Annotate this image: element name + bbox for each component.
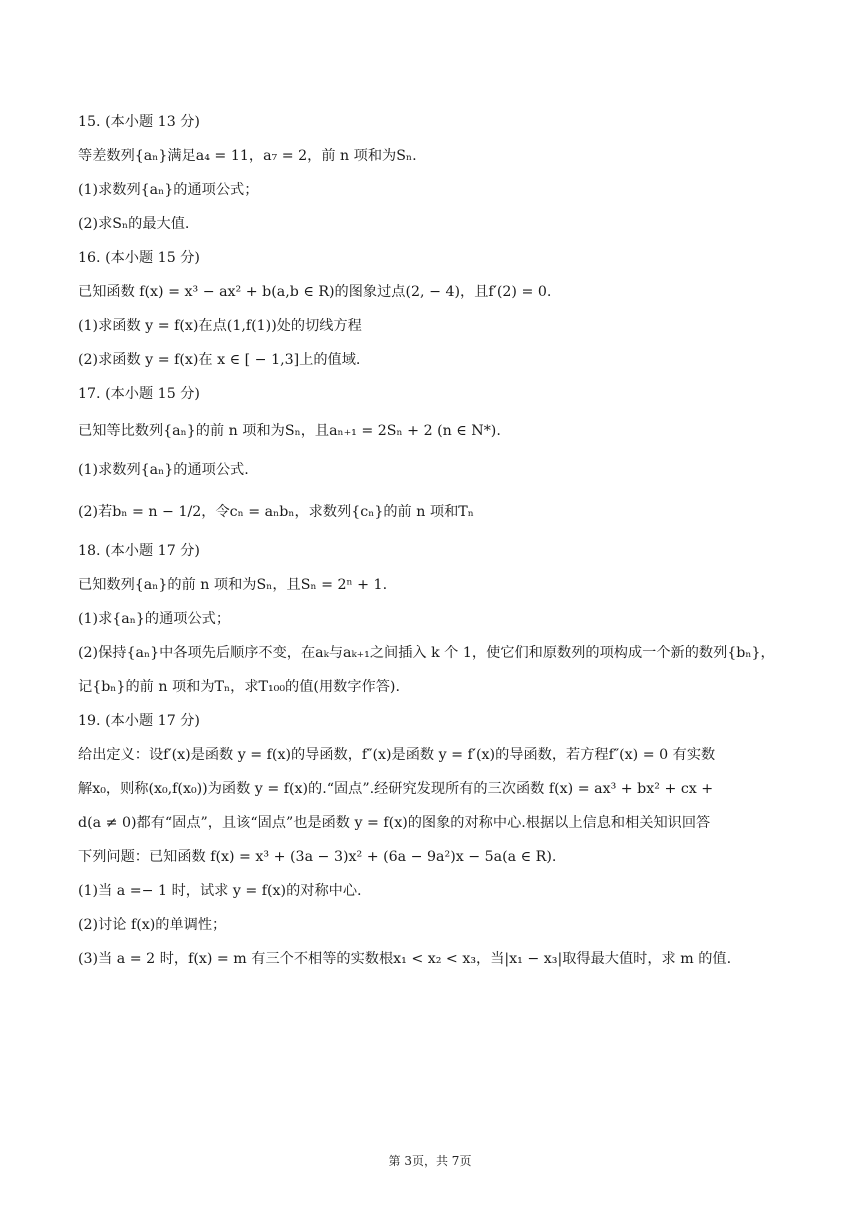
q18-part2: (2)保持{aₙ}中各项先后顺序不变，在aₖ与aₖ₊₁之间插入 k 个 1，使它们和原数列的项构成一个新的数列{bₙ}， [78,645,775,661]
q16-stem: 已知函数 f(x) = x³ − ax² + b(a,b ∈ R)的图象过点(2, − 4)，且f′(2) = 0. [78,284,552,300]
q19-stem-line4: 下列问题：已知函数 f(x) = x³ + (3a − 3)x² + (6a − 9a²)x − 5a(a ∈ R). [78,849,557,865]
q19-stem-line3: d(a ≠ 0)都有“固点”，且该“固点”也是函数 y = f(x)的图象的对称中心.根据以上信息和相关知识回答 [78,815,711,831]
q16-part2: (2)求函数 y = f(x)在 x ∈ [ − 1,3]上的值域. [78,352,361,368]
q15-part1: (1)求数列{aₙ}的通项公式； [78,182,259,198]
q19-part2: (2)讨论 f(x)的单调性； [78,917,227,933]
q19-part3: (3)当 a = 2 时，f(x) = m 有三个不相等的实数根x₁ < x₂ < x₃，当|x₁ − x₃|取得最大值时，求 m 的值. [78,951,732,967]
page-footer: 第 3页，共 7页 [388,1154,472,1168]
q17-stem: 已知等比数列{aₙ}的前 n 项和为Sₙ，且aₙ₊₁ = 2Sₙ + 2 (n ∈ N*). [78,423,501,439]
q19-heading: 19. (本小题 17 分) [78,713,200,729]
q17-part1: (1)求数列{aₙ}的通项公式. [78,462,249,478]
q18-stem: 已知数列{aₙ}的前 n 项和为Sₙ，且Sₙ = 2ⁿ + 1. [78,577,388,593]
q15-part2: (2)求Sₙ的最大值. [78,216,190,232]
q18-part1: (1)求{aₙ}的通项公式； [78,611,231,627]
q19-stem-line1: 给出定义：设f′(x)是函数 y = f(x)的导函数，f″(x)是函数 y = f′(x)的导函数，若方程f″(x) = 0 有实数 [78,747,716,763]
q16-heading: 16. (本小题 15 分) [78,250,200,266]
q17-part2: (2)若bₙ = n − 1/2，令cₙ = aₙbₙ，求数列{cₙ}的前 n 项和Tₙ [78,504,474,520]
q19-stem-line2: 解x₀，则称(x₀,f(x₀))为函数 y = f(x)的.“固点”.经研究发现所有的三次函数 f(x) = ax³ + bx² + cx + [78,781,714,797]
q16-part1: (1)求函数 y = f(x)在点(1,f(1))处的切线方程 [78,318,362,334]
q15-heading: 15. (本小题 13 分) [78,114,200,130]
q17-heading: 17. (本小题 15 分) [78,386,200,402]
q18-part2-cont: 记{bₙ}的前 n 项和为Tₙ，求T₁₀₀的值(用数字作答). [78,679,400,695]
q19-part1: (1)当 a =− 1 时，试求 y = f(x)的对称中心. [78,883,362,899]
q18-heading: 18. (本小题 17 分) [78,543,200,559]
q15-stem: 等差数列{aₙ}满足a₄ = 11，a₇ = 2，前 n 项和为Sₙ. [78,148,417,164]
